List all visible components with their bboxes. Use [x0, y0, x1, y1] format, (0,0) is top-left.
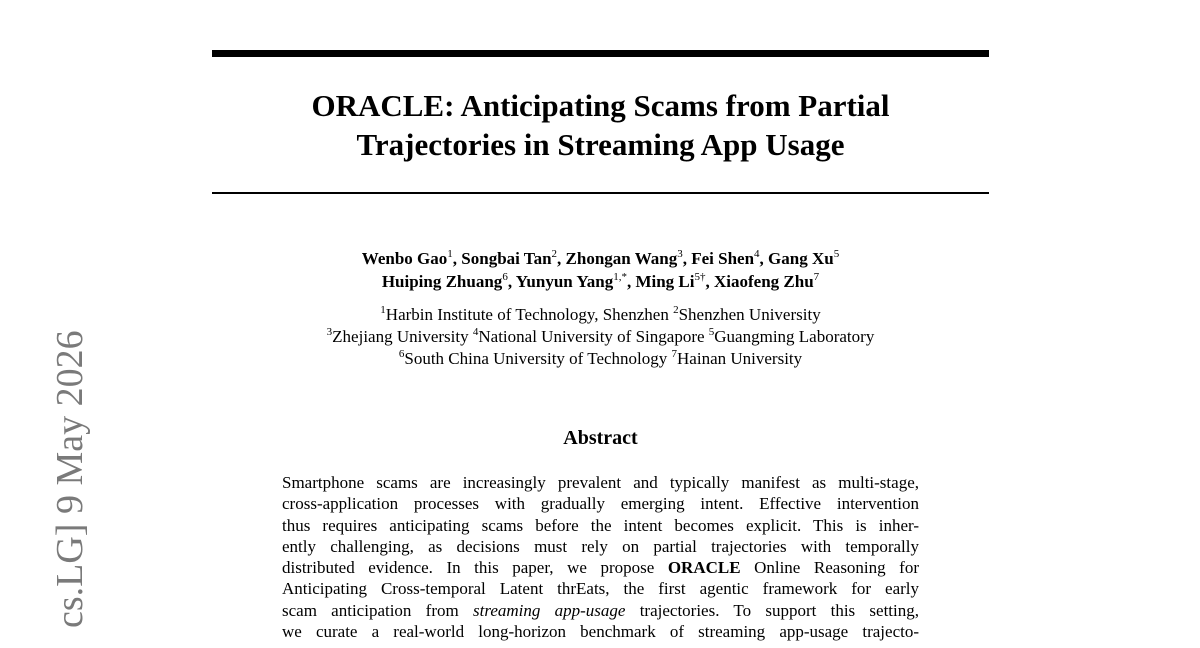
author-affiliation-marker: 5† [694, 271, 706, 283]
author-name: Songbai Tan [461, 249, 552, 268]
abstract-line: Anticipating Cross-temporal Latent thrEats, the first agentic framework for early [282, 579, 919, 599]
arxiv-identifier-stamp: cs.LG] 9 May 2026 [49, 330, 91, 628]
author-line-1 [212, 247, 989, 270]
author-name: Wenbo Gao [361, 249, 448, 268]
affiliation-name: National University of Singapore [478, 327, 709, 346]
author-separator: , [452, 249, 462, 268]
author-separator: , [705, 272, 714, 291]
author-separator: , [557, 249, 566, 268]
author-line-2 [212, 270, 989, 293]
affiliation-line-1 [212, 304, 989, 326]
method-name-bold: ORACLE [667, 558, 741, 578]
author-name: Fei Shen [691, 249, 755, 268]
author-separator: , [626, 272, 636, 291]
affiliation-line-3 [212, 348, 989, 370]
abstract-line: thus requires anticipating scams before the intent becomes explicit. This is inher- [282, 515, 919, 535]
affiliation-list [212, 304, 989, 370]
abstract-line: ently challenging, as decisions must rely on partial trajectories with temporally [282, 536, 919, 556]
affiliation-name: South China University of Technology [404, 349, 672, 368]
affiliation-marker: 5 [708, 326, 715, 338]
paper-title [212, 86, 989, 164]
abstract-line: we curate a real-world long-horizon benchmark of streaming app-usage trajecto- [282, 622, 919, 642]
title-line-1: ORACLE: Anticipating Scams from Partial [311, 88, 890, 123]
author-name: Ming Li [635, 272, 695, 291]
affiliation-marker: 2 [673, 304, 679, 316]
author-affiliation-marker: 1 [447, 248, 453, 260]
title-line-2: Trajectories in Streaming App Usage [356, 127, 845, 162]
abstract-body [282, 472, 919, 642]
affiliation-name: Shenzhen University [678, 305, 821, 324]
affiliation-marker: 3 [326, 326, 333, 338]
author-separator: , [759, 249, 769, 268]
author-separator: , [507, 272, 516, 291]
affiliation-name: Guangming Laboratory [714, 327, 875, 346]
title-bottom-rule [212, 192, 989, 194]
abstract-text: distributed evidence. In this paper, we propose [282, 558, 655, 578]
author-list [212, 247, 989, 293]
affiliation-marker: 4 [472, 326, 479, 338]
affiliation-marker: 1 [380, 304, 386, 316]
author-affiliation-marker: 1,* [613, 271, 627, 283]
abstract-heading: Abstract [563, 427, 638, 449]
affiliation-marker: 7 [671, 348, 678, 360]
author-name: Gang Xu [768, 249, 834, 268]
abstract-line [282, 600, 919, 621]
affiliation-name: Harbin Institute of Technology, Shenzhen [385, 305, 674, 324]
abstract-text: scam anticipation from [282, 600, 459, 620]
affiliation-name: Zhejiang University [332, 327, 473, 346]
author-name: Zhongan Wang [565, 249, 678, 268]
author-name: Xiaofeng Zhu [714, 272, 814, 291]
italic-term: streaming app-usage [473, 600, 626, 620]
author-affiliation-marker: 7 [813, 271, 820, 283]
author-name: Huiping Zhuang [381, 272, 503, 291]
abstract-text: Online Reasoning for [740, 558, 920, 578]
affiliation-marker: 6 [398, 348, 405, 360]
title-top-rule [212, 50, 989, 57]
abstract-text: trajectories. To support this setting, [625, 600, 920, 620]
author-affiliation-marker: 4 [754, 248, 760, 260]
author-name: Yunyun Yang [515, 272, 614, 291]
abstract-line: Smartphone scams are increasingly prevalent and typically manifest as multi-stage, [282, 473, 919, 492]
author-affiliation-marker: 5 [833, 248, 840, 260]
author-separator: , [682, 249, 692, 268]
abstract-line: cross-application processes with gradually emerging intent. Effective intervention [282, 494, 919, 514]
affiliation-line-2 [212, 326, 989, 348]
abstract-line [282, 557, 919, 578]
author-affiliation-marker: 2 [551, 248, 558, 260]
author-affiliation-marker: 6 [502, 271, 508, 283]
affiliation-name: Hainan University [677, 349, 803, 368]
author-affiliation-marker: 3 [677, 248, 683, 260]
